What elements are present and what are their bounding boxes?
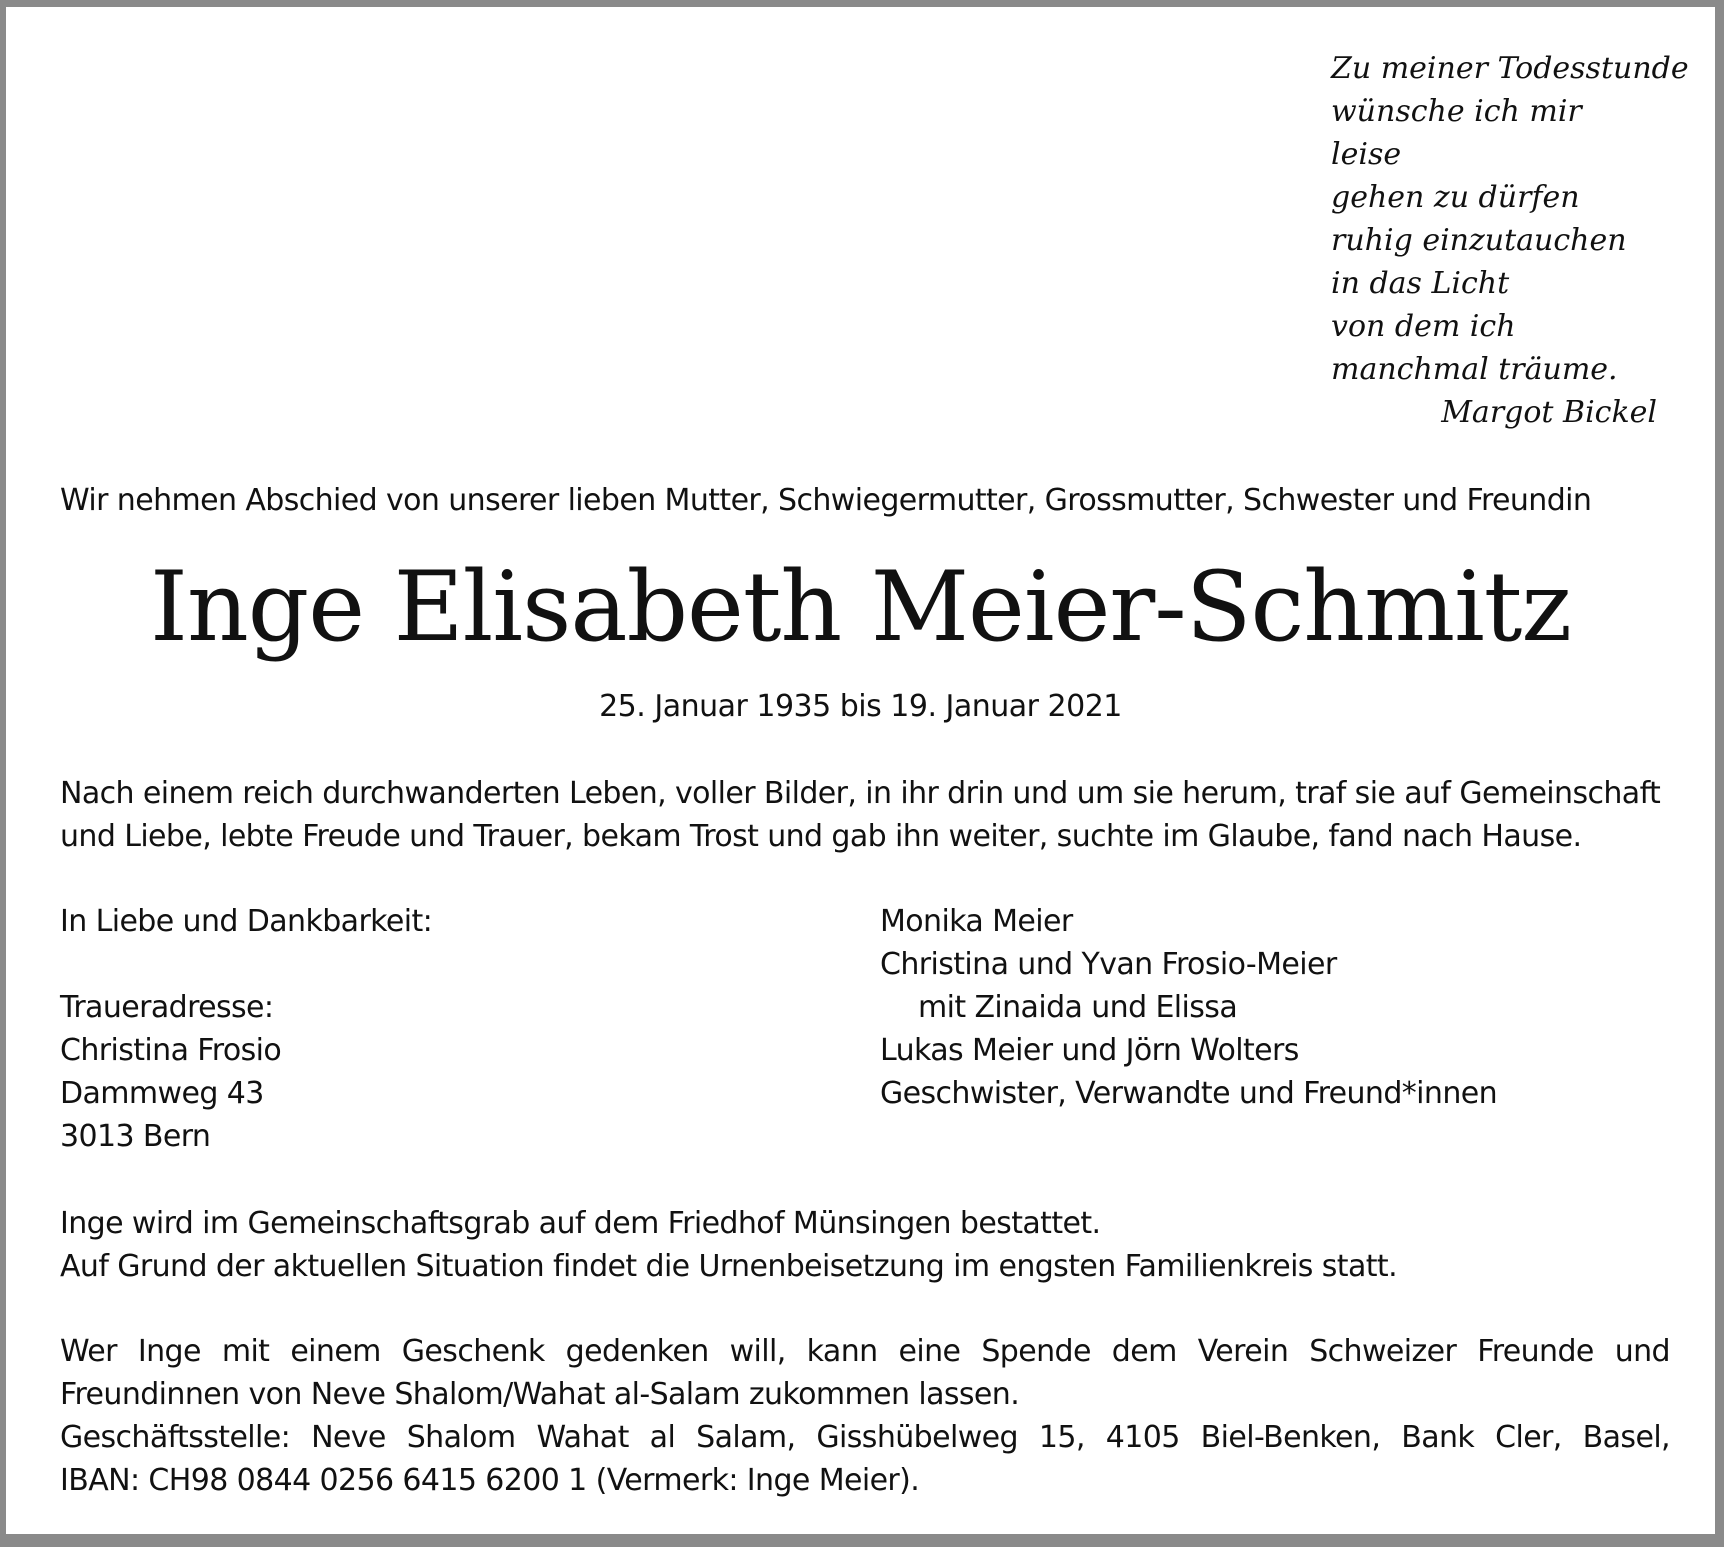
donation-line: Wer Inge mit einem Geschenk gedenken will, kann eine Spende dem Verein Schweizer Freunde und bbox=[60, 1334, 1670, 1369]
burial-paragraph bbox=[60, 1202, 1670, 1288]
donation-paragraph bbox=[60, 1330, 1670, 1502]
mourners-column bbox=[880, 900, 1680, 1115]
address-name: Christina Frosio bbox=[60, 1033, 282, 1068]
spacer bbox=[60, 943, 760, 986]
mourner: Lukas Meier und Jörn Wolters bbox=[880, 1033, 1299, 1068]
poem-line: gehen zu dürfen bbox=[1331, 180, 1580, 215]
address-street: Dammweg 43 bbox=[60, 1076, 264, 1111]
tribute-line: Nach einem reich durchwanderten Leben, voller Bilder, in ihr drin und um sie herum, traf sie auf Gemeinschaft bbox=[60, 776, 1661, 811]
donation-line: Freundinnen von Neve Shalom/Wahat al-Salam zukommen lassen. bbox=[60, 1377, 1020, 1412]
mourner: mit Zinaida und Elissa bbox=[918, 990, 1238, 1025]
poem-author: Margot Bickel bbox=[1441, 395, 1657, 430]
tribute-line: und Liebe, lebte Freude und Trauer, bekam Trost und gab ihn weiter, suchte im Glaube, fand nach Hause. bbox=[60, 819, 1582, 854]
poem-line: in das Licht bbox=[1331, 266, 1510, 301]
poem-line: wünsche ich mir bbox=[1331, 94, 1582, 129]
address-city: 3013 Bern bbox=[60, 1119, 211, 1154]
burial-line: Inge wird im Gemeinschaftsgrab auf dem Friedhof Münsingen bestattet. bbox=[60, 1206, 1101, 1241]
dedication: In Liebe und Dankbarkeit: bbox=[60, 904, 433, 939]
poem-line: leise bbox=[1331, 137, 1402, 172]
poem-line: Zu meiner Todesstunde bbox=[1331, 51, 1689, 86]
burial-line: Auf Grund der aktuellen Situation findet die Urnenbeisetzung im engsten Familienkreis statt. bbox=[60, 1249, 1398, 1284]
mourner: Monika Meier bbox=[880, 904, 1073, 939]
mourner: Christina und Yvan Frosio-Meier bbox=[880, 947, 1337, 982]
address-label: Traueradresse: bbox=[60, 990, 274, 1025]
life-dates: 25. Januar 1935 bis 19. Januar 2021 bbox=[599, 689, 1122, 724]
poem-line: manchmal träume. bbox=[1331, 352, 1618, 387]
poem bbox=[1331, 47, 1691, 434]
obituary-page bbox=[6, 7, 1715, 1534]
donation-line: IBAN: CH98 0844 0256 6415 6200 1 (Vermerk: Inge Meier). bbox=[60, 1463, 920, 1498]
donation-line: Geschäftsstelle: Neve Shalom Wahat al Salam, Gisshübelweg 15, 4105 Biel-Benken, Bank Cler, Basel, bbox=[60, 1420, 1670, 1455]
poem-line: von dem ich bbox=[1331, 309, 1516, 344]
mourner: Geschwister, Verwandte und Freund*innen bbox=[880, 1076, 1498, 1111]
poem-line: ruhig einzutauchen bbox=[1331, 223, 1627, 258]
address-column bbox=[60, 900, 760, 1158]
tribute-paragraph bbox=[60, 772, 1670, 858]
deceased-name: Inge Elisabeth Meier-Schmitz bbox=[150, 551, 1571, 663]
intro-text: Wir nehmen Abschied von unserer lieben Mutter, Schwiegermutter, Grossmutter, Schwester und Freundin bbox=[60, 483, 1592, 518]
